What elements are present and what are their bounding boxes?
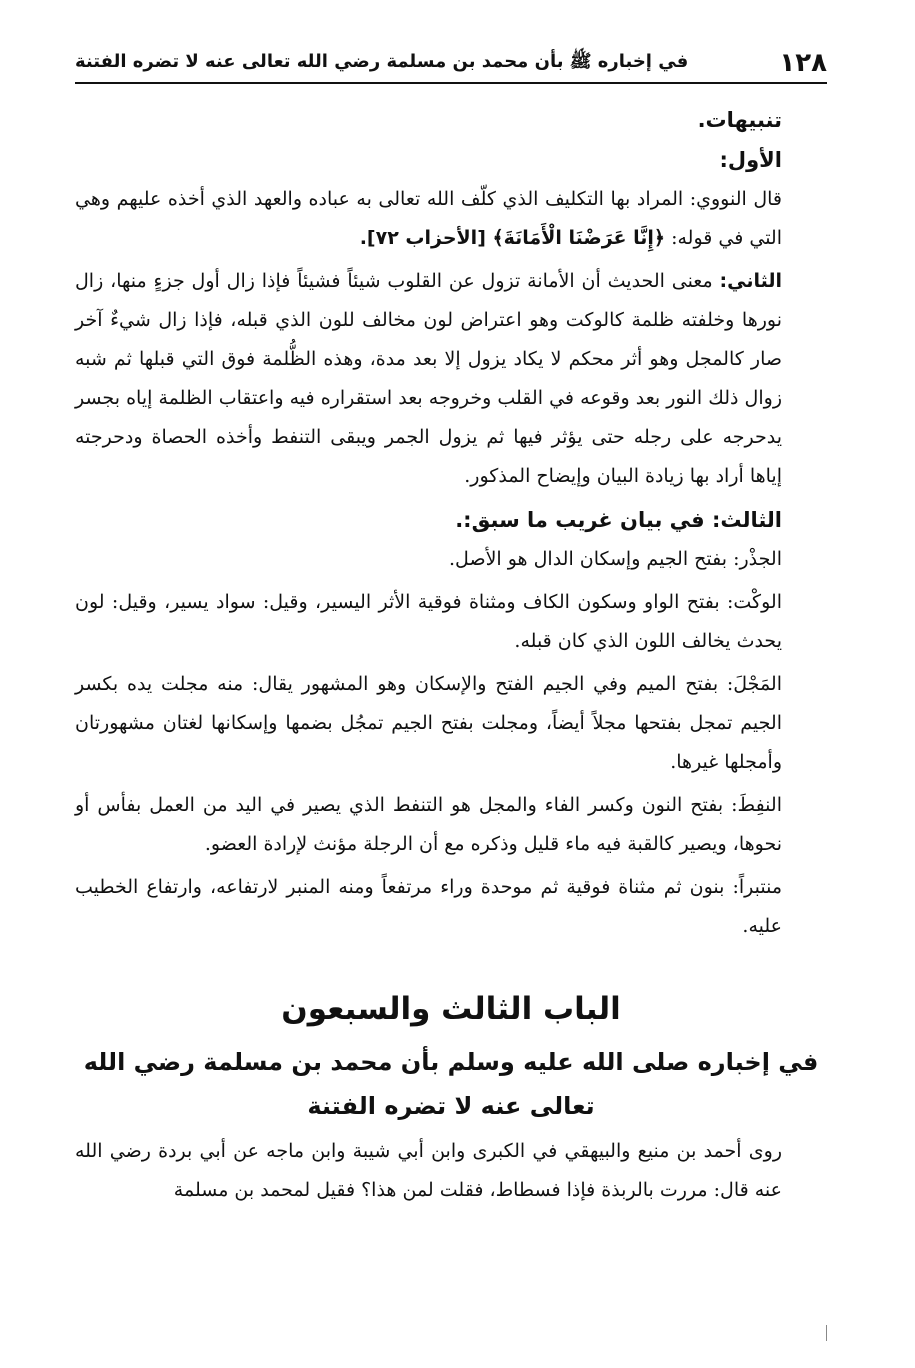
note-second-label: الثاني: — [719, 270, 782, 292]
chapter-subtitle: في إخباره صلى الله عليه وسلم بأن محمد بن مسلمة رضي الله تعالى عنه لا تضره الفتنة — [83, 1048, 819, 1120]
quran-verse: ﴿إِنَّا عَرَضْنَا الْأَمَانَةَ﴾ — [492, 227, 666, 249]
glossary-entry: منتبراً: بنون ثم مثناة فوقية ثم موحدة وراء مرتفعاً ومنه المنبر لارتفاعه، وارتفاع الخطيب عليه. — [75, 876, 782, 937]
page-number: ١٢٨ — [779, 48, 827, 78]
glossary-entry: المَجْلَ: بفتح الميم وفي الجيم الفتح والإسكان وهو المشهور يقال: منه مجلت يده بكسر الجيم تمجل بفتحها مجلاً أيضاً، ومجلت بفتح الجيم تمجُل بضمها وإسكانها لغتان مشهورتان وأمجلها غيرها. — [75, 673, 782, 773]
note-first-label: الأول: — [719, 148, 782, 172]
note-first-paragraph — [75, 180, 827, 258]
glossary-entry: النفِطَ: بفتح النون وكسر الفاء والمجل هو التنفط الذي يصير في اليد من العمل بفأس أو نحوها، ويصير كالقبة فيه ماء قليل وذكره مع أن الرجلة مؤنث لإرادة العضو. — [75, 794, 782, 855]
glossary-entry: الجذْر: بفتح الجيم وإسكان الدال هو الأصل. — [449, 548, 782, 570]
note-first-text: قال النووي: المراد بها التكليف الذي كلّف الله تعالى به عباده والعهد الذي أخذه عليهم وهي التي في قوله: — [75, 188, 782, 249]
running-header — [75, 40, 827, 84]
chapter-body-paragraph: روى أحمد بن منيع والبيهقي في الكبرى وابن أبي شيبة وابن ماجه عن أبي بردة رضي الله عنه قال: مررت بالربذة فإذا فسطاط، فقلت لمن هذا؟ فقيل لمحمد بن مسلمة — [75, 1140, 782, 1201]
chapter-title: الباب الثالث والسبعون — [281, 991, 621, 1027]
margin-mark — [826, 1325, 827, 1341]
page-content — [75, 100, 827, 1210]
section-title: تنبيهات. — [697, 108, 782, 132]
note-second-text: معنى الحديث أن الأمانة تزول عن القلوب شيئاً فشيئاً فإذا زال أول جزءٍ منها، زال نورها وخلفته ظلمة كالوكت وهو اعتراض لون مخالف للون الذي قبله، فإذا زال شيءٌ آخر صار كالمجل وهو أثر محكم لا يكاد يزول إلا بعد مدة، وهذه الظُّلمة فوق التي قبلها ثم شبه زوال ذلك النور بعد وقوعه في القلب وخروجه بعد استقراره فيه واعتقاب الظلمة إياه بجسر يدحرجه على رجله حتى يؤثر فيها ثم يزول الجمر ويبقى التنفط وأخذه الحصاة ودحرجته إياها أراد بها زيادة البيان وإيضاح المذكور. — [75, 270, 782, 487]
note-second-paragraph — [75, 262, 827, 496]
glossary-entry: الوكْت: بفتح الواو وسكون الكاف ومثناة فوقية الأثر اليسير، وقيل: سواد يسير، وقيل: لون يحدث يخالف اللون الذي كان قبله. — [75, 591, 782, 652]
verse-reference: [الأحزاب ٧٢]. — [359, 227, 493, 249]
note-third-label: الثالث: في بيان غريب ما سبق:. — [455, 508, 782, 532]
running-header-title: في إخباره ﷺ بأن محمد بن مسلمة رضي الله تعالى عنه لا تضره الفتنة — [75, 51, 689, 72]
